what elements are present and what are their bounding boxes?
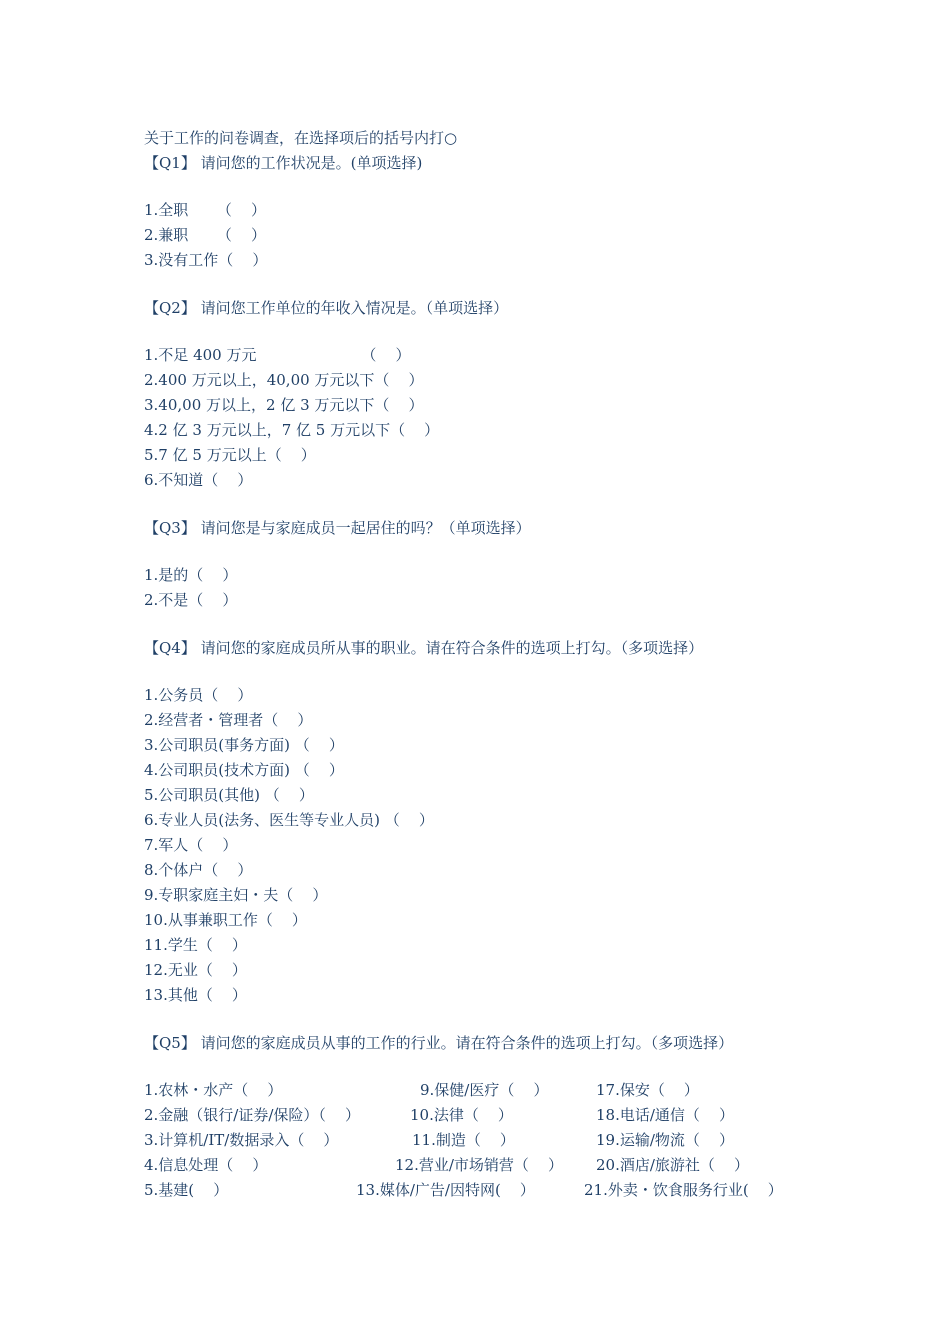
- q3-option[interactable]: 2.不是（ ）: [144, 591, 238, 609]
- q4-option[interactable]: 7.军人（ ）: [144, 836, 238, 854]
- q4-title: 【Q4】 请问您的家庭成员所从事的职业。请在符合条件的选项上打勾。（多项选择）: [144, 639, 704, 657]
- q5-option[interactable]: 12.营业/市场销营（ ）: [395, 1156, 563, 1174]
- q4-option[interactable]: 4.公司职员(技术方面) （ ）: [144, 761, 344, 779]
- intro-text: 关于工作的问卷调查，在选择项后的括号内打○: [144, 129, 458, 147]
- q5-title: 【Q5】 请问您的家庭成员从事的工作的行业。请在符合条件的选项上打勾。（多项选择）: [144, 1034, 734, 1052]
- q5-option[interactable]: 3.计算机/IT/数据录入（ ）: [144, 1131, 339, 1149]
- q5-row: [144, 1178, 904, 1203]
- q1-option[interactable]: 1.全职 （ ）: [144, 201, 266, 219]
- q4-option[interactable]: 3.公司职员(事务方面) （ ）: [144, 736, 344, 754]
- q4-option[interactable]: 1.公务员（ ）: [144, 686, 253, 704]
- q5-option[interactable]: 20.酒店/旅游社（ ）: [596, 1156, 749, 1174]
- q5-row: [144, 1128, 904, 1153]
- q1-option[interactable]: 2.兼职 （ ）: [144, 226, 266, 244]
- q5-option[interactable]: 10.法律（ ）: [410, 1106, 513, 1124]
- q1-title: 【Q1】 请问您的工作状况是。(单项选择): [144, 154, 423, 172]
- q2-option[interactable]: 5.7 亿 5 万元以上（ ）: [144, 446, 316, 464]
- q4-option[interactable]: 2.经营者・管理者（ ）: [144, 711, 313, 729]
- q4-option[interactable]: 9.专职家庭主妇・夫（ ）: [144, 886, 328, 904]
- q5-option[interactable]: 17.保安（ ）: [596, 1081, 699, 1099]
- q2-option[interactable]: 4.2 亿 3 万元以上，7 亿 5 万元以下（ ）: [144, 421, 440, 439]
- q4-option[interactable]: 13.其他（ ）: [144, 986, 247, 1004]
- q1-option[interactable]: 3.没有工作（ ）: [144, 251, 268, 269]
- q5-row: [144, 1078, 904, 1103]
- q5-option[interactable]: 19.运输/物流（ ）: [596, 1131, 734, 1149]
- q4-option[interactable]: 10.从事兼职工作（ ）: [144, 911, 307, 929]
- q2-title: 【Q2】 请问您工作单位的年收入情况是。（单项选择）: [144, 299, 509, 317]
- q2-option[interactable]: 3.40,00 万以上，2 亿 3 万元以下（ ）: [144, 396, 424, 414]
- questionnaire: [144, 126, 904, 1203]
- q2-option[interactable]: 2.400 万元以上，40,00 万元以下（ ）: [144, 371, 424, 389]
- q3-title: 【Q3】 请问您是与家庭成员一起居住的吗？（单项选择）: [144, 519, 531, 537]
- q5-option[interactable]: 5.基建( ）: [144, 1181, 229, 1199]
- q3-option[interactable]: 1.是的（ ）: [144, 566, 238, 584]
- q2-option[interactable]: 6.不知道（ ）: [144, 471, 253, 489]
- q5-option[interactable]: 21.外卖・饮食服务行业( ）: [584, 1181, 783, 1199]
- q4-option[interactable]: 12.无业（ ）: [144, 961, 247, 979]
- q5-option[interactable]: 2.金融（银行/证券/保险）（ ）: [144, 1106, 360, 1124]
- q4-option[interactable]: 11.学生（ ）: [144, 936, 247, 954]
- q2-option[interactable]: 1.不足 400 万元 （ ）: [144, 346, 411, 364]
- q4-option[interactable]: 8.个体户（ ）: [144, 861, 253, 879]
- q5-option[interactable]: 9.保健/医疗（ ）: [420, 1081, 549, 1099]
- q5-option[interactable]: 18.电话/通信（ ）: [596, 1106, 734, 1124]
- q4-option[interactable]: 5.公司职员(其他) （ ）: [144, 786, 314, 804]
- q5-row: [144, 1103, 904, 1128]
- q5-option[interactable]: 11.制造（ ）: [412, 1131, 515, 1149]
- q4-option[interactable]: 6.专业人员(法务、医生等专业人员) （ ）: [144, 811, 434, 829]
- q5-option[interactable]: 4.信息处理（ ）: [144, 1156, 268, 1174]
- q5-row: [144, 1153, 904, 1178]
- q5-option[interactable]: 1.农林・水产（ ）: [144, 1081, 283, 1099]
- q5-option[interactable]: 13.媒体/广告/因特网( ）: [356, 1181, 535, 1199]
